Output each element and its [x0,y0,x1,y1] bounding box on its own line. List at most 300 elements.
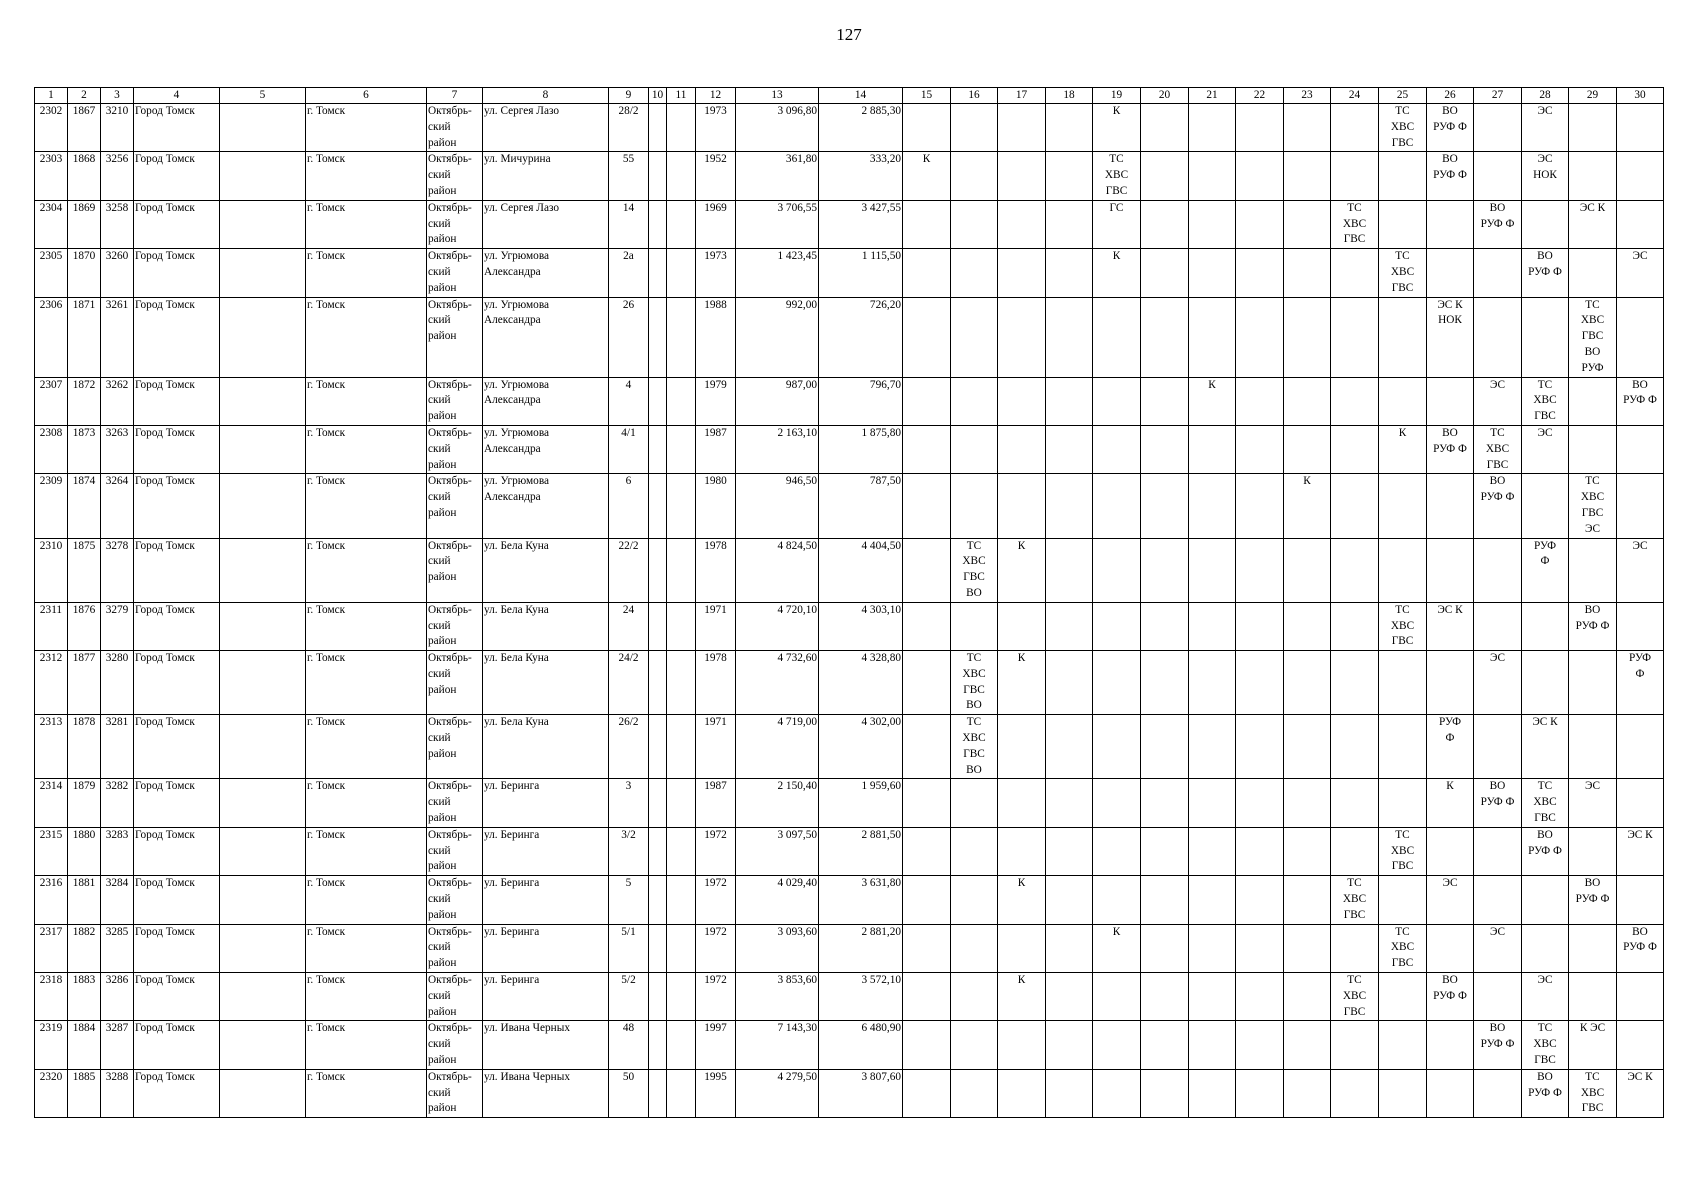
cell-col-1: 2319 [35,1021,68,1069]
cell-col-22 [1236,1069,1284,1117]
cell-col-24 [1331,152,1379,200]
cell-col-15 [903,425,951,473]
cell-col-1: 2316 [35,876,68,924]
cell-col-18 [1046,1021,1093,1069]
cell-col-28 [1522,924,1569,972]
cell-col-2: 1868 [68,152,101,200]
cell-col-3: 3262 [101,377,134,425]
cell-col-9: 6 [609,474,649,538]
cell-col-30: ВО РУФ Ф [1617,377,1664,425]
cell-col-28: ЭС НОК [1522,152,1569,200]
cell-col-7: Октябрь- ский район [427,924,483,972]
cell-col-12: 1987 [696,425,736,473]
cell-col-27 [1474,1069,1522,1117]
cell-col-11 [667,425,696,473]
cell-col-2: 1873 [68,425,101,473]
column-number-21: 21 [1189,88,1236,104]
cell-col-6: г. Томск [306,602,427,650]
cell-col-5 [220,249,306,297]
register-table [34,87,1664,1118]
cell-col-1: 2320 [35,1069,68,1117]
cell-col-22 [1236,425,1284,473]
cell-col-20 [1141,779,1189,827]
cell-col-8: ул. Мичурина [483,152,609,200]
cell-col-25 [1379,152,1427,200]
cell-col-13: 4 279,50 [736,1069,819,1117]
cell-col-11 [667,377,696,425]
cell-col-23: К [1284,474,1331,538]
cell-col-21 [1189,538,1236,602]
cell-col-12: 1978 [696,651,736,715]
cell-col-7: Октябрь- ский район [427,1069,483,1117]
cell-col-3: 3287 [101,1021,134,1069]
cell-col-24: ТС ХВС ГВС [1331,200,1379,248]
cell-col-11 [667,297,696,377]
cell-col-15 [903,924,951,972]
cell-col-15 [903,1069,951,1117]
cell-col-12: 1969 [696,200,736,248]
cell-col-11 [667,474,696,538]
column-number-11: 11 [667,88,696,104]
cell-col-13: 987,00 [736,377,819,425]
cell-col-11 [667,973,696,1021]
cell-col-20 [1141,1021,1189,1069]
cell-col-17 [998,104,1046,152]
cell-col-17 [998,1069,1046,1117]
cell-col-18 [1046,297,1093,377]
cell-col-8: ул. Беринга [483,779,609,827]
cell-col-9: 3 [609,779,649,827]
cell-col-19: ТС ХВС ГВС [1093,152,1141,200]
cell-col-23 [1284,200,1331,248]
cell-col-17 [998,425,1046,473]
cell-col-16 [951,152,998,200]
cell-col-28: ВО РУФ Ф [1522,827,1569,875]
cell-col-24 [1331,715,1379,779]
cell-col-24 [1331,651,1379,715]
cell-col-22 [1236,200,1284,248]
cell-col-22 [1236,973,1284,1021]
cell-col-9: 5/2 [609,973,649,1021]
column-number-12: 12 [696,88,736,104]
cell-col-20 [1141,104,1189,152]
cell-col-30 [1617,425,1664,473]
cell-col-15 [903,377,951,425]
cell-col-13: 4 029,40 [736,876,819,924]
cell-col-4: Город Томск [134,1069,220,1117]
cell-col-21 [1189,297,1236,377]
cell-col-6: г. Томск [306,973,427,1021]
cell-col-5 [220,602,306,650]
cell-col-20 [1141,538,1189,602]
cell-col-19: К [1093,249,1141,297]
table-row [35,1021,1664,1069]
cell-col-7: Октябрь- ский район [427,876,483,924]
cell-col-23 [1284,104,1331,152]
cell-col-23 [1284,876,1331,924]
cell-col-2: 1884 [68,1021,101,1069]
cell-col-28: ВО РУФ Ф [1522,1069,1569,1117]
cell-col-10 [649,425,667,473]
cell-col-23 [1284,297,1331,377]
cell-col-4: Город Томск [134,538,220,602]
cell-col-17: К [998,538,1046,602]
cell-col-20 [1141,425,1189,473]
table-row [35,827,1664,875]
cell-col-27: ЭС [1474,377,1522,425]
cell-col-4: Город Томск [134,297,220,377]
cell-col-1: 2303 [35,152,68,200]
cell-col-15 [903,651,951,715]
cell-col-15 [903,297,951,377]
cell-col-12: 1972 [696,876,736,924]
cell-col-14: 796,70 [819,377,903,425]
cell-col-16 [951,1021,998,1069]
cell-col-14: 4 302,00 [819,715,903,779]
cell-col-20 [1141,602,1189,650]
cell-col-24 [1331,1021,1379,1069]
cell-col-6: г. Томск [306,1069,427,1117]
cell-col-30: РУФ Ф [1617,651,1664,715]
column-number-13: 13 [736,88,819,104]
cell-col-9: 5 [609,876,649,924]
cell-col-4: Город Томск [134,425,220,473]
cell-col-15 [903,104,951,152]
cell-col-5 [220,297,306,377]
cell-col-12: 1988 [696,297,736,377]
cell-col-15 [903,474,951,538]
cell-col-5 [220,425,306,473]
cell-col-7: Октябрь- ский район [427,200,483,248]
cell-col-7: Октябрь- ский район [427,651,483,715]
cell-col-22 [1236,715,1284,779]
cell-col-27 [1474,297,1522,377]
cell-col-19 [1093,779,1141,827]
column-number-29: 29 [1569,88,1617,104]
cell-col-29: К ЭС [1569,1021,1617,1069]
cell-col-9: 22/2 [609,538,649,602]
cell-col-26 [1427,827,1474,875]
cell-col-2: 1871 [68,297,101,377]
cell-col-14: 726,20 [819,297,903,377]
cell-col-12: 1973 [696,104,736,152]
cell-col-10 [649,651,667,715]
cell-col-16 [951,297,998,377]
cell-col-29 [1569,377,1617,425]
cell-col-18 [1046,377,1093,425]
cell-col-7: Октябрь- ский район [427,474,483,538]
cell-col-24: ТС ХВС ГВС [1331,876,1379,924]
cell-col-22 [1236,779,1284,827]
cell-col-26: ВО РУФ Ф [1427,152,1474,200]
cell-col-10 [649,924,667,972]
cell-col-1: 2305 [35,249,68,297]
cell-col-8: ул. Сергея Лазо [483,200,609,248]
cell-col-26 [1427,377,1474,425]
cell-col-28: ВО РУФ Ф [1522,249,1569,297]
cell-col-11 [667,1021,696,1069]
cell-col-4: Город Томск [134,715,220,779]
cell-col-26: РУФ Ф [1427,715,1474,779]
cell-col-20 [1141,1069,1189,1117]
cell-col-16 [951,973,998,1021]
cell-col-8: ул. Угрюмова Александра [483,249,609,297]
column-number-27: 27 [1474,88,1522,104]
cell-col-6: г. Томск [306,104,427,152]
cell-col-16 [951,1069,998,1117]
cell-col-13: 946,50 [736,474,819,538]
cell-col-19 [1093,297,1141,377]
cell-col-16: ТС ХВС ГВС ВО [951,538,998,602]
cell-col-30 [1617,104,1664,152]
cell-col-4: Город Томск [134,602,220,650]
cell-col-27 [1474,249,1522,297]
cell-col-15 [903,973,951,1021]
cell-col-19 [1093,602,1141,650]
cell-col-25 [1379,1069,1427,1117]
table-row [35,297,1664,377]
cell-col-12: 1995 [696,1069,736,1117]
table-row [35,377,1664,425]
cell-col-16 [951,104,998,152]
table-row [35,779,1664,827]
cell-col-19 [1093,876,1141,924]
column-number-22: 22 [1236,88,1284,104]
cell-col-9: 26 [609,297,649,377]
cell-col-28 [1522,651,1569,715]
table-row [35,715,1664,779]
cell-col-19 [1093,651,1141,715]
cell-col-9: 4/1 [609,425,649,473]
cell-col-3: 3281 [101,715,134,779]
cell-col-9: 48 [609,1021,649,1069]
cell-col-23 [1284,827,1331,875]
cell-col-3: 3261 [101,297,134,377]
cell-col-2: 1885 [68,1069,101,1117]
cell-col-27 [1474,538,1522,602]
cell-col-6: г. Томск [306,715,427,779]
cell-col-9: 3/2 [609,827,649,875]
cell-col-1: 2315 [35,827,68,875]
cell-col-3: 3288 [101,1069,134,1117]
cell-col-30: ЭС [1617,538,1664,602]
cell-col-27 [1474,973,1522,1021]
cell-col-29: ТС ХВС ГВС ЭС [1569,474,1617,538]
cell-col-15 [903,827,951,875]
column-number-1: 1 [35,88,68,104]
cell-col-6: г. Томск [306,1021,427,1069]
cell-col-25: К [1379,425,1427,473]
cell-col-15 [903,602,951,650]
cell-col-14: 4 404,50 [819,538,903,602]
cell-col-19 [1093,1021,1141,1069]
cell-col-27: ВО РУФ Ф [1474,779,1522,827]
cell-col-5 [220,876,306,924]
cell-col-27: ВО РУФ Ф [1474,200,1522,248]
cell-col-23 [1284,779,1331,827]
cell-col-25 [1379,715,1427,779]
cell-col-6: г. Томск [306,200,427,248]
cell-col-5 [220,651,306,715]
cell-col-20 [1141,876,1189,924]
cell-col-10 [649,827,667,875]
cell-col-24 [1331,924,1379,972]
cell-col-19: К [1093,924,1141,972]
cell-col-11 [667,249,696,297]
cell-col-25 [1379,876,1427,924]
cell-col-1: 2307 [35,377,68,425]
cell-col-29 [1569,827,1617,875]
cell-col-27 [1474,715,1522,779]
cell-col-7: Октябрь- ский район [427,425,483,473]
cell-col-17 [998,1021,1046,1069]
cell-col-6: г. Томск [306,651,427,715]
table-row [35,876,1664,924]
cell-col-29: ВО РУФ Ф [1569,602,1617,650]
cell-col-11 [667,152,696,200]
column-number-24: 24 [1331,88,1379,104]
cell-col-20 [1141,651,1189,715]
cell-col-4: Город Томск [134,377,220,425]
cell-col-24 [1331,474,1379,538]
cell-col-15 [903,779,951,827]
cell-col-16 [951,474,998,538]
cell-col-17 [998,200,1046,248]
cell-col-16 [951,602,998,650]
cell-col-17 [998,924,1046,972]
cell-col-25 [1379,1021,1427,1069]
cell-col-7: Октябрь- ский район [427,538,483,602]
column-number-23: 23 [1284,88,1331,104]
column-number-16: 16 [951,88,998,104]
cell-col-18 [1046,973,1093,1021]
cell-col-11 [667,715,696,779]
cell-col-12: 1987 [696,779,736,827]
column-number-header-row [35,88,1664,104]
cell-col-20 [1141,377,1189,425]
cell-col-3: 3279 [101,602,134,650]
cell-col-4: Город Томск [134,152,220,200]
cell-col-14: 1 115,50 [819,249,903,297]
cell-col-9: 26/2 [609,715,649,779]
cell-col-25: ТС ХВС ГВС [1379,924,1427,972]
cell-col-30: ВО РУФ Ф [1617,924,1664,972]
cell-col-30 [1617,715,1664,779]
cell-col-6: г. Томск [306,152,427,200]
cell-col-5 [220,474,306,538]
cell-col-21 [1189,200,1236,248]
cell-col-8: ул. Угрюмова Александра [483,297,609,377]
cell-col-30 [1617,779,1664,827]
cell-col-19 [1093,425,1141,473]
cell-col-23 [1284,1021,1331,1069]
cell-col-29: ВО РУФ Ф [1569,876,1617,924]
cell-col-17: К [998,651,1046,715]
cell-col-17 [998,827,1046,875]
cell-col-22 [1236,827,1284,875]
cell-col-22 [1236,104,1284,152]
cell-col-24 [1331,779,1379,827]
cell-col-11 [667,104,696,152]
cell-col-2: 1880 [68,827,101,875]
cell-col-8: ул. Угрюмова Александра [483,425,609,473]
cell-col-5 [220,827,306,875]
cell-col-13: 361,80 [736,152,819,200]
cell-col-21 [1189,104,1236,152]
cell-col-22 [1236,249,1284,297]
column-number-28: 28 [1522,88,1569,104]
table-row [35,474,1664,538]
cell-col-27: ЭС [1474,651,1522,715]
cell-col-24: ТС ХВС ГВС [1331,973,1379,1021]
cell-col-29 [1569,425,1617,473]
cell-col-6: г. Томск [306,297,427,377]
cell-col-4: Город Томск [134,474,220,538]
cell-col-1: 2310 [35,538,68,602]
cell-col-9: 24 [609,602,649,650]
cell-col-18 [1046,876,1093,924]
cell-col-19 [1093,715,1141,779]
table-row [35,152,1664,200]
cell-col-9: 55 [609,152,649,200]
cell-col-10 [649,377,667,425]
cell-col-15 [903,715,951,779]
cell-col-24 [1331,1069,1379,1117]
cell-col-15 [903,249,951,297]
cell-col-9: 14 [609,200,649,248]
cell-col-19 [1093,827,1141,875]
cell-col-22 [1236,474,1284,538]
cell-col-28 [1522,876,1569,924]
cell-col-24 [1331,297,1379,377]
cell-col-7: Октябрь- ский район [427,297,483,377]
cell-col-22 [1236,924,1284,972]
cell-col-22 [1236,538,1284,602]
cell-col-12: 1972 [696,973,736,1021]
cell-col-24 [1331,827,1379,875]
cell-col-13: 3 706,55 [736,200,819,248]
cell-col-30 [1617,474,1664,538]
cell-col-26 [1427,1069,1474,1117]
cell-col-13: 3 853,60 [736,973,819,1021]
cell-col-7: Октябрь- ский район [427,152,483,200]
cell-col-3: 3285 [101,924,134,972]
cell-col-18 [1046,715,1093,779]
cell-col-6: г. Томск [306,827,427,875]
cell-col-24 [1331,377,1379,425]
cell-col-5 [220,152,306,200]
column-number-8: 8 [483,88,609,104]
cell-col-17 [998,249,1046,297]
cell-col-12: 1973 [696,249,736,297]
cell-col-21 [1189,1069,1236,1117]
cell-col-11 [667,651,696,715]
cell-col-10 [649,104,667,152]
cell-col-7: Октябрь- ский район [427,827,483,875]
cell-col-27 [1474,152,1522,200]
cell-col-9: 4 [609,377,649,425]
cell-col-18 [1046,651,1093,715]
cell-col-17 [998,779,1046,827]
cell-col-18 [1046,827,1093,875]
cell-col-29: ЭС [1569,779,1617,827]
cell-col-25 [1379,651,1427,715]
cell-col-27: ТС ХВС ГВС [1474,425,1522,473]
cell-col-26 [1427,924,1474,972]
column-number-3: 3 [101,88,134,104]
cell-col-23 [1284,651,1331,715]
cell-col-25 [1379,200,1427,248]
